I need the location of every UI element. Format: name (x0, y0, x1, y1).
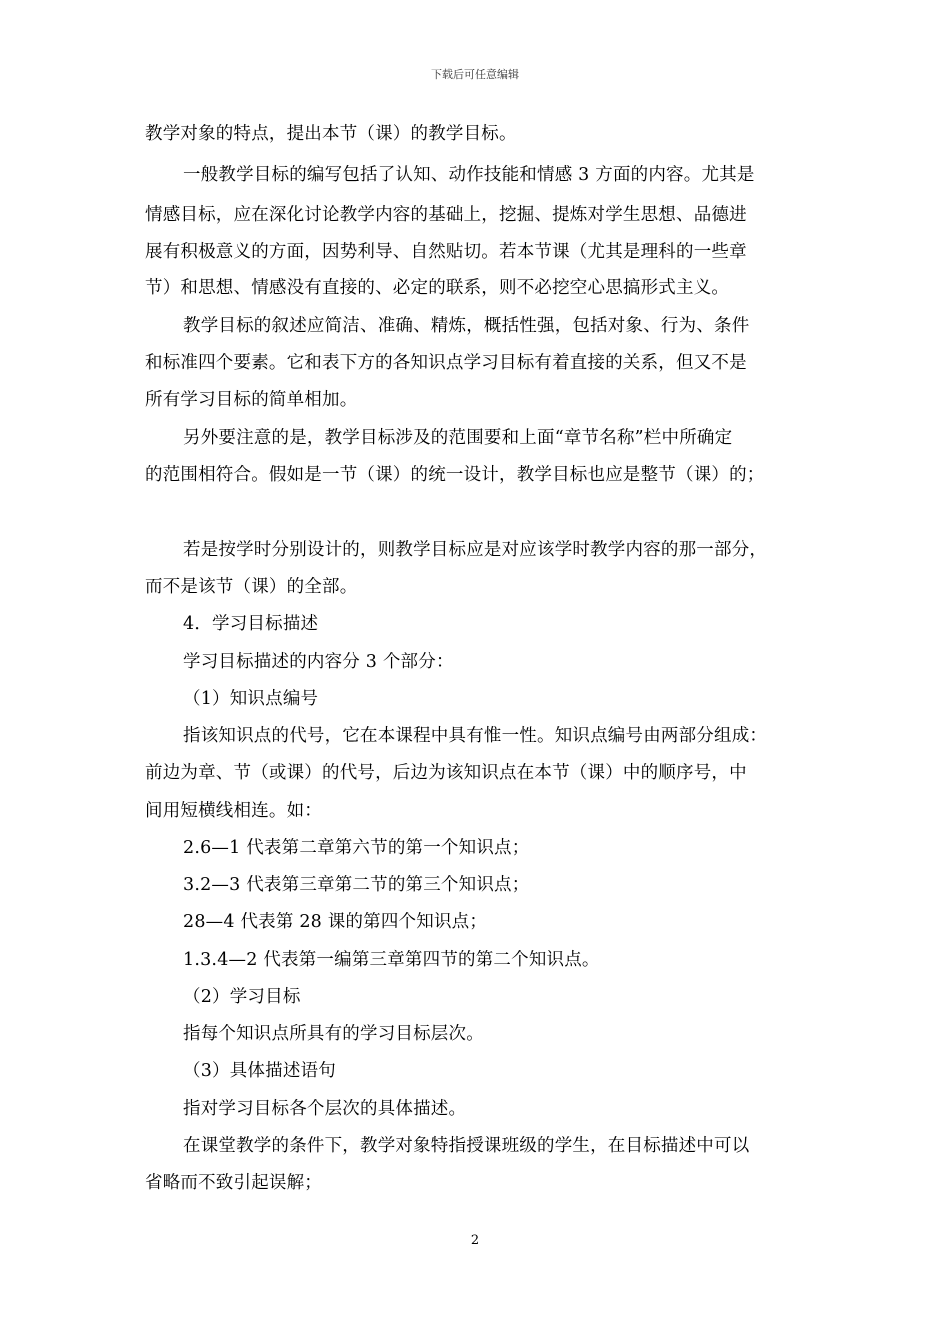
text-line: （3）具体描述语句 (183, 1061, 336, 1081)
text-line: 学习目标描述的内容分 3 个部分： (183, 652, 454, 672)
text-line: 教学对象的特点，提出本节（课）的教学目标。 (145, 124, 517, 144)
text-line: 在课堂教学的条件下，教学对象特指授课班级的学生，在目标描述中可以 (183, 1136, 750, 1156)
text-line: 2.6—1 代表第二章第六节的第一个知识点； (183, 838, 530, 858)
text-line: 4．学习目标描述 (183, 614, 319, 634)
text-line: 28—4 代表第 28 课的第四个知识点； (183, 912, 488, 932)
text-line: 和标准四个要素。它和表下方的各知识点学习目标有着直接的关系，但又不是 (145, 353, 747, 373)
text-line: 所有学习目标的简单相加。 (145, 390, 358, 410)
text-line: （2）学习目标 (183, 987, 301, 1007)
text-line: 另外要注意的是，教学目标涉及的范围要和上面“章节名称”栏中所确定 (183, 428, 733, 448)
text-line: 若是按学时分别设计的，则教学目标应是对应该学时教学内容的那一部分， (183, 540, 768, 560)
text-line: 教学目标的叙述应简洁、准确、精炼，概括性强，包括对象、行为、条件 (183, 316, 750, 336)
page-header: 下载后可任意编辑 (431, 68, 519, 81)
text-line: 前边为章、节（或课）的代号，后边为该知识点在本节（课）中的顺序号，中 (145, 763, 747, 783)
text-line: （1）知识点编号 (183, 689, 319, 709)
text-line: 指对学习目标各个层次的具体描述。 (183, 1099, 467, 1119)
text-line: 指该知识点的代号，它在本课程中具有惟一性。知识点编号由两部分组成： (183, 726, 768, 746)
text-line: 间用短横线相连。如： (145, 801, 322, 821)
page-number: 2 (470, 1233, 480, 1248)
text-line: 展有积极意义的方面，因势利导、自然贴切。若本节课（尤其是理科的一些章 (145, 242, 747, 262)
text-line: 一般教学目标的编写包括了认知、动作技能和情感 3 方面的内容。尤其是 (183, 165, 755, 185)
text-line: 3.2—3 代表第三章第二节的第三个知识点； (183, 875, 530, 895)
text-line: 节）和思想、情感没有直接的、必定的联系，则不必挖空心思搞形式主义。 (145, 278, 730, 298)
text-line: 情感目标，应在深化讨论教学内容的基础上，挖掘、提炼对学生思想、品德进 (145, 205, 747, 225)
text-line: 而不是该节（课）的全部。 (145, 577, 358, 597)
text-line: 指每个知识点所具有的学习目标层次。 (183, 1024, 484, 1044)
text-line: 1.3.4—2 代表第一编第三章第四节的第二个知识点。 (183, 950, 600, 970)
text-line: 省略而不致引起误解； (145, 1173, 322, 1193)
text-line: 的范围相符合。假如是一节（课）的统一设计，教学目标也应是整节（课）的； (145, 465, 765, 485)
